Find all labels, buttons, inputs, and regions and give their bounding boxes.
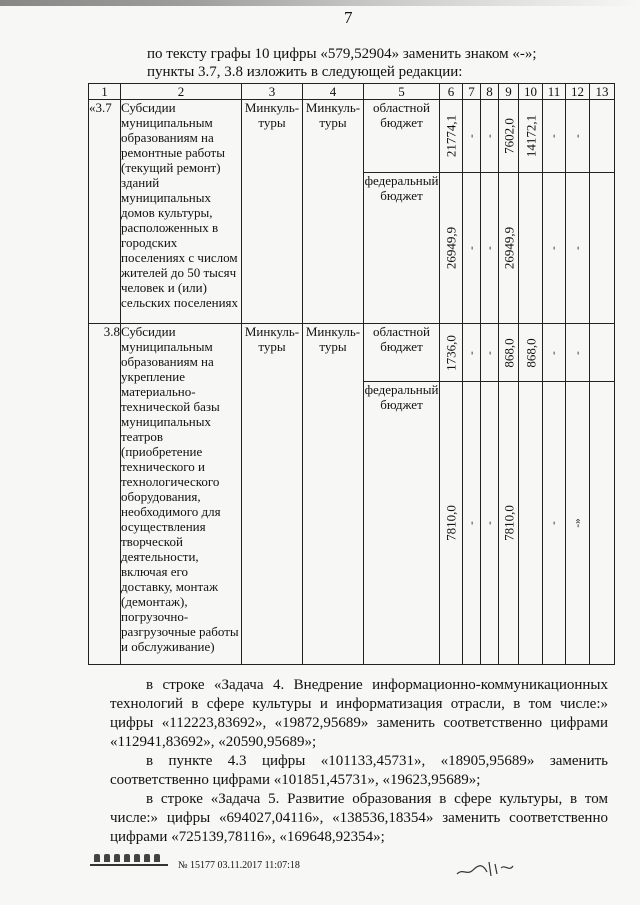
value-cell <box>499 324 519 382</box>
value-cell <box>481 382 499 665</box>
value-cell <box>440 382 463 665</box>
value-cell <box>463 382 481 665</box>
value-cell <box>566 324 590 382</box>
value: - <box>483 134 495 138</box>
value: 26949,9 <box>501 226 516 270</box>
item-name: Субсидии муниципальным образованиям на укрепление материально-технической базы муниципальных театров (приобретение технического и технологического оборудования, необходимого для осуществления творческой деятельности, включая его доставку, монтаж (демонтаж), погрузочно-разгрузочные работы и обслуживание) <box>121 324 242 665</box>
table-row <box>89 324 615 382</box>
value: - <box>571 350 583 355</box>
funding-source: областной бюджет <box>364 324 440 382</box>
item-number: «3.7 <box>89 100 121 324</box>
value-cell <box>481 100 499 173</box>
funding-source: областной бюджет <box>364 100 440 173</box>
col-header: 9 <box>499 84 519 100</box>
value: - <box>547 246 560 250</box>
amendment-table <box>88 83 615 665</box>
col-header: 10 <box>519 84 543 100</box>
value: - <box>547 350 560 355</box>
col-header: 8 <box>481 84 499 100</box>
signature-mark <box>455 858 515 880</box>
value: - <box>483 246 495 250</box>
value: 14172,1 <box>523 114 538 158</box>
registry-stamp-logo <box>90 846 168 866</box>
value: -» <box>571 518 583 528</box>
value-cell <box>440 100 463 173</box>
value: - <box>483 521 495 525</box>
col-header: 2 <box>121 84 242 100</box>
value: - <box>547 521 560 525</box>
table-row <box>89 100 615 173</box>
value: 7810,0 <box>443 505 459 541</box>
col-header: 5 <box>364 84 440 100</box>
value-cell <box>566 173 590 324</box>
value-cell <box>440 173 463 324</box>
value: 7602,0 <box>501 118 516 154</box>
col-header: 4 <box>303 84 364 100</box>
paragraph <box>110 676 608 752</box>
value: - <box>571 134 583 138</box>
recipient: Минкуль-туры <box>303 100 364 324</box>
value-cell <box>481 324 499 382</box>
value-cell <box>543 324 566 382</box>
value-cell <box>499 173 519 324</box>
value: - <box>547 134 560 138</box>
col-header: 13 <box>590 84 615 100</box>
value-cell <box>590 173 615 324</box>
value-cell <box>519 100 543 173</box>
value: 868,0 <box>523 337 538 368</box>
value-cell <box>519 173 543 324</box>
paragraph <box>110 752 608 790</box>
paragraph <box>110 790 608 847</box>
value-cell <box>463 324 481 382</box>
page-number: 7 <box>344 8 353 27</box>
funding-source: федеральный бюджет <box>364 173 440 324</box>
col-header: 6 <box>440 84 463 100</box>
funding-source: федеральный бюджет <box>364 382 440 665</box>
value-cell <box>543 382 566 665</box>
header-row <box>89 84 615 100</box>
col-header: 11 <box>543 84 566 100</box>
value: 7810,0 <box>501 505 516 541</box>
value: - <box>465 350 477 355</box>
value: - <box>465 134 477 138</box>
value-cell <box>463 100 481 173</box>
paragraph-text: в строке «Задача 4. Внедрение информационно-коммуникационных технологий в сфере культуры и информатизация отрасли, в том числе:» цифры «112223,83692», «19872,95689» заменить соответственно цифрами «112941,83692», «20590,95689»; <box>110 677 608 750</box>
value-cell <box>590 100 615 173</box>
col-header: 3 <box>242 84 303 100</box>
item-name: Субсидии муниципальным образованиям на ремонтные работы (текущий ремонт) зданий муниципальных домов культуры, расположенных в городских поселениях с числом жителей до 50 тысяч человек и (или) сельских поселениях <box>121 100 242 324</box>
executor: Минкуль-туры <box>242 324 303 665</box>
value-cell <box>566 382 590 665</box>
value-cell <box>566 100 590 173</box>
value-cell <box>481 173 499 324</box>
value-cell <box>543 100 566 173</box>
value-cell <box>519 324 543 382</box>
value-cell <box>590 324 615 382</box>
value-cell <box>543 173 566 324</box>
value: - <box>571 246 583 250</box>
value: 26949,9 <box>443 226 459 270</box>
recipient: Минкуль-туры <box>303 324 364 665</box>
value-cell <box>440 324 463 382</box>
value-cell <box>463 173 481 324</box>
col-header: 7 <box>463 84 481 100</box>
paragraph-text: в строке «Задача 5. Развитие образования в сфере культуры, в том числе:» цифры «694027,04116», «138536,18354» заменить соответственно цифрами «725139,78116», «169648,92354»; <box>110 791 608 845</box>
value-cell <box>519 382 543 665</box>
value: - <box>465 246 477 250</box>
executor: Минкуль-туры <box>242 100 303 324</box>
intro-line-1: по тексту графы 10 цифры «579,52904» заменить знаком «-»; <box>147 46 537 62</box>
paragraph-text: в пункте 4.3 цифры «101133,45731», «18905,95689» заменить соответственно цифрами «101851,45731», «19623,95689»; <box>110 753 608 788</box>
item-number: 3.8 <box>89 324 121 665</box>
value: - <box>483 350 495 355</box>
intro-line-2: пункты 3.7, 3.8 изложить в следующей редакции: <box>147 64 463 80</box>
value: - <box>465 521 477 525</box>
value-cell <box>499 382 519 665</box>
col-header: 12 <box>566 84 590 100</box>
value: 21774,1 <box>443 114 459 158</box>
scan-edge <box>0 0 640 6</box>
value-cell <box>590 382 615 665</box>
value-cell <box>499 100 519 173</box>
value: 1736,0 <box>443 334 459 371</box>
col-header: 1 <box>89 84 121 100</box>
registration-number: № 15177 03.11.2017 11:07:18 <box>178 860 300 871</box>
value: 868,0 <box>501 337 516 368</box>
